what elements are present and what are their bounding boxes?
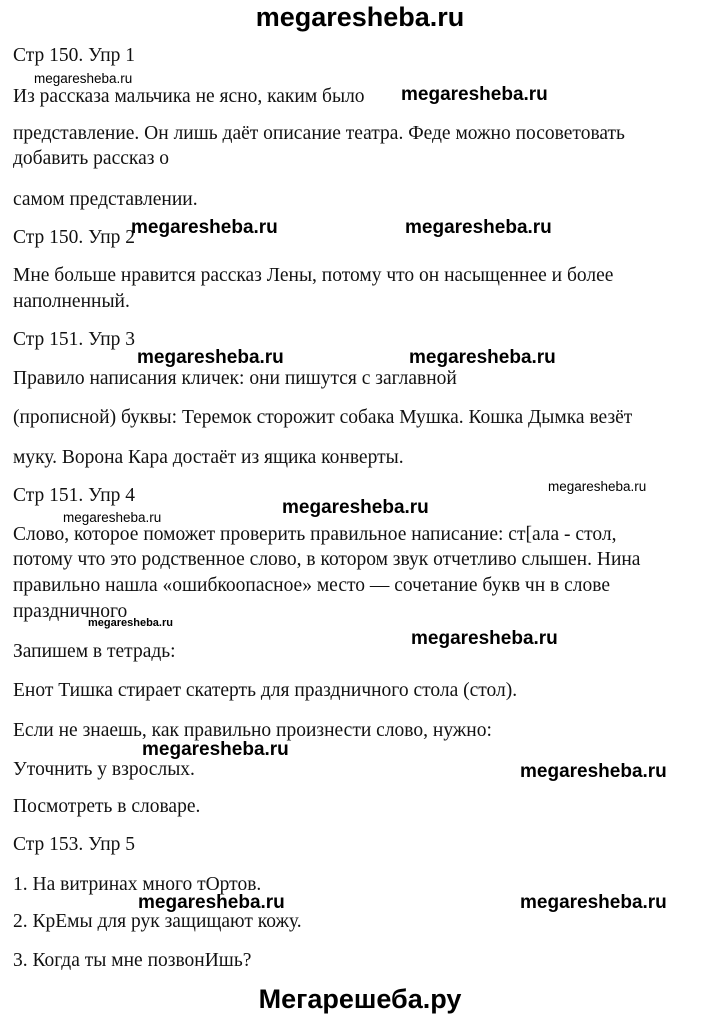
exercise-heading-4: Стр 151. Упр 4 <box>13 485 136 506</box>
watermark: megaresheba.ru <box>131 217 278 238</box>
watermark: megaresheba.ru <box>137 347 284 368</box>
watermark: megaresheba.ru <box>548 479 647 494</box>
watermark: megaresheba.ru <box>520 892 667 913</box>
watermark: megaresheba.ru <box>520 761 667 782</box>
text-line: Мне больше нравится рассказ Лены, потому что он насыщеннее и более <box>13 265 614 286</box>
text-line: муку. Ворона Кара достаёт из ящика конверты. <box>13 447 404 468</box>
text-line: Слово, которое поможет проверить правильное написание: ст[ала - стол, <box>13 524 617 545</box>
text-line: 3. Когда ты мне позвонИшь? <box>13 950 252 971</box>
text-line: представление. Он лишь даёт описание театра. Феде можно посоветовать <box>13 123 625 144</box>
text-line: Посмотреть в словаре. <box>13 796 201 817</box>
watermark: megaresheba.ru <box>401 84 548 105</box>
text-line: Правило написания кличек: они пишутся с заглавной <box>13 368 457 389</box>
text-line: Запишем в тетрадь: <box>13 641 176 662</box>
watermark: megaresheba.ru <box>409 347 556 368</box>
text-line: Из рассказа мальчика не ясно, каким было <box>13 86 365 107</box>
text-line: 2. КрЕмы для рук защищают кожу. <box>13 911 302 932</box>
text-line: добавить рассказ о <box>13 148 170 169</box>
watermark: megaresheba.ru <box>142 739 289 760</box>
text-line: (прописной) буквы: Теремок сторожит собака Мушка. Кошка Дымка везёт <box>13 407 633 428</box>
text-line: Енот Тишка стирает скатерть для праздничного стола (стол). <box>13 680 518 701</box>
watermark: megaresheba.ru <box>88 617 173 629</box>
watermark: megaresheba.ru <box>405 217 552 238</box>
text-line: Уточнить у взрослых. <box>13 759 195 780</box>
text-line: праздничного <box>13 601 128 622</box>
site-footer: Мегарешеба.ру <box>258 984 462 1014</box>
text-line: 1. На витринах много тОртов. <box>13 874 262 895</box>
exercise-heading-5: Стр 153. Упр 5 <box>13 834 136 855</box>
exercise-heading-1: Стр 150. Упр 1 <box>13 45 136 66</box>
watermark: megaresheba.ru <box>34 71 133 86</box>
text-line: потому что это родственное слово, в котором звук отчетливо слышен. Нина <box>13 549 641 570</box>
text-line: наполненный. <box>13 291 130 312</box>
watermark: megaresheba.ru <box>138 892 285 913</box>
watermark: megaresheba.ru <box>63 510 162 525</box>
exercise-heading-2: Стр 150. Упр 2 <box>13 227 136 248</box>
exercise-heading-3: Стр 151. Упр 3 <box>13 329 136 350</box>
watermark: megaresheba.ru <box>411 628 558 649</box>
watermark: megaresheba.ru <box>282 497 429 518</box>
text-line: самом представлении. <box>13 189 198 210</box>
text-line: правильно нашла «ошибкоопасное» место — сочетание букв чн в слове <box>13 575 610 596</box>
text-line: Если не знаешь, как правильно произнести слово, нужно: <box>13 720 492 741</box>
site-header: megaresheba.ru <box>255 2 465 32</box>
